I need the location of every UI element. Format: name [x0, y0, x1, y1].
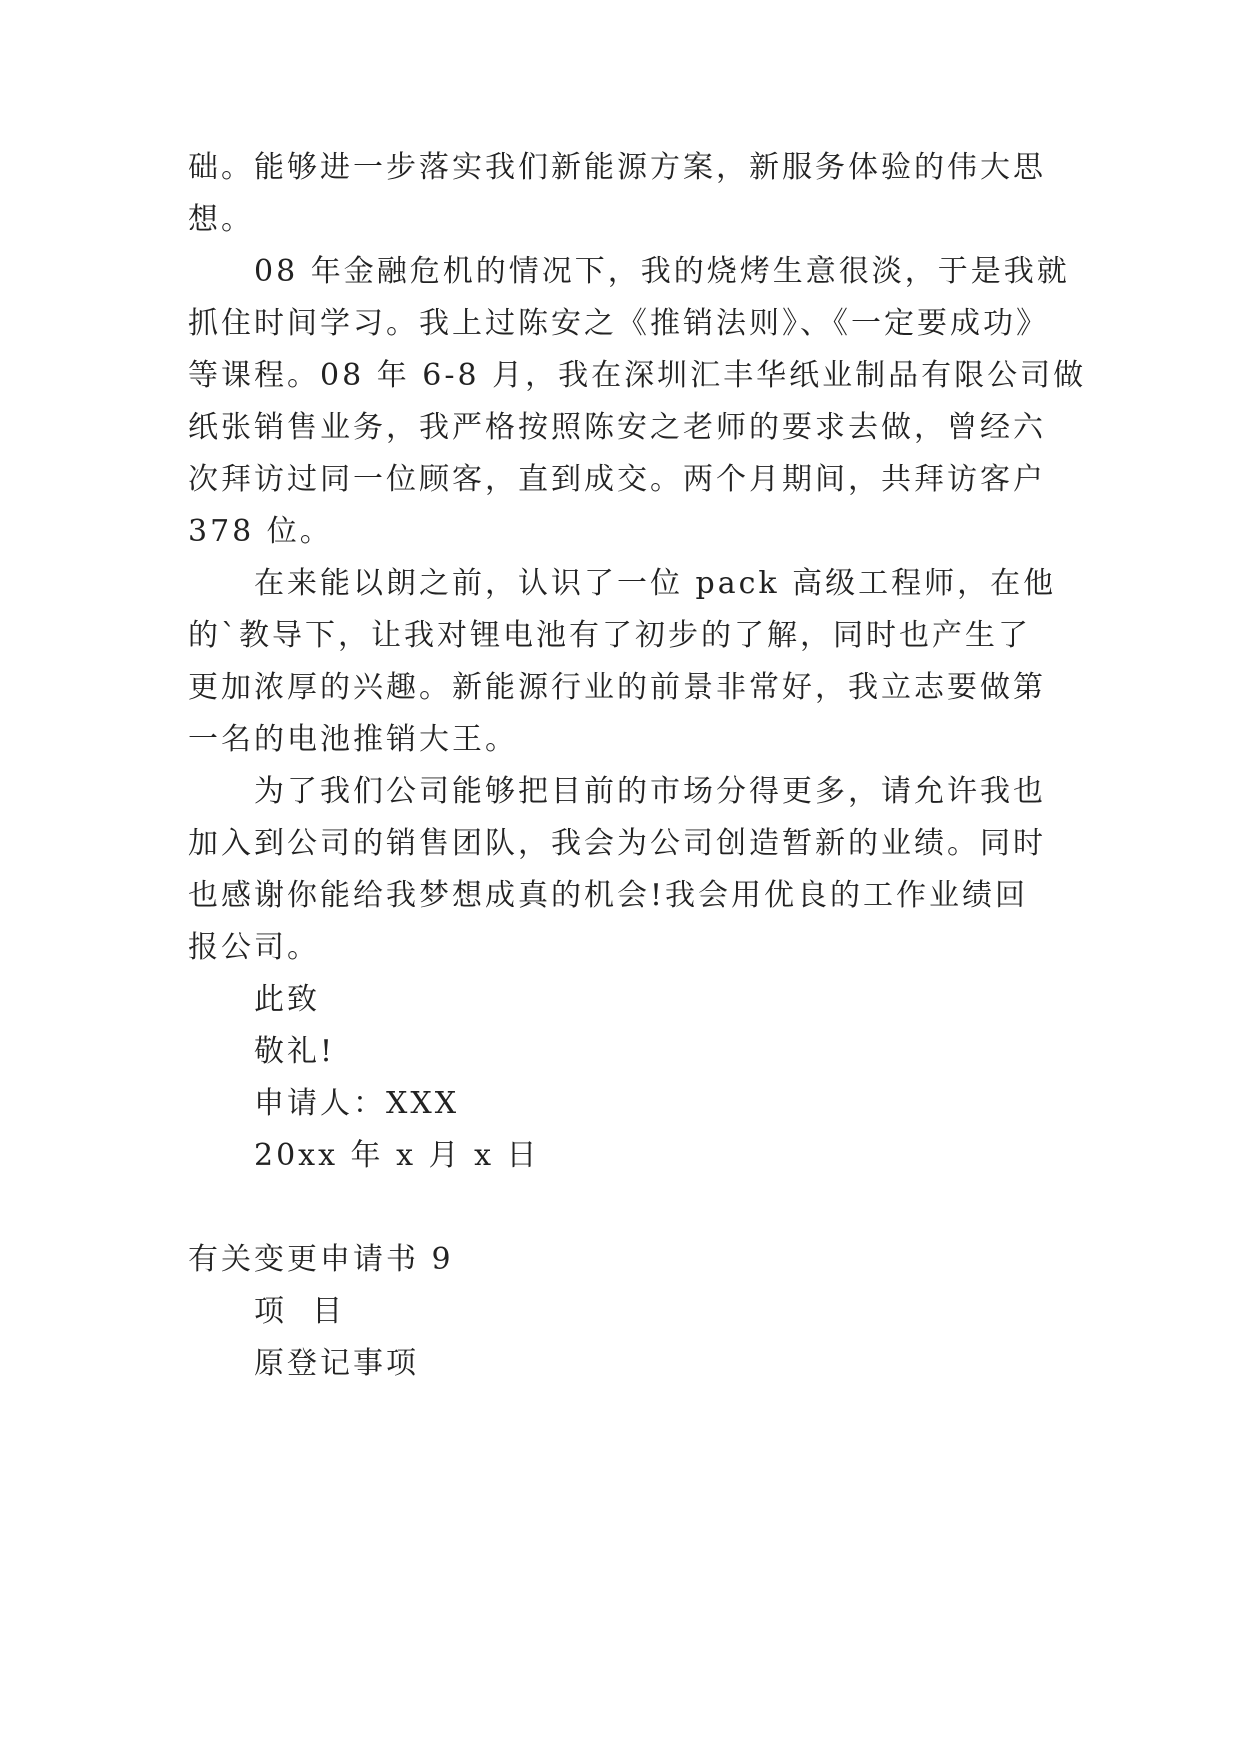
- paragraph-line: 在来能以朗之前，认识了一位 pack 高级工程师，在他: [254, 566, 1057, 601]
- closing-regards: 敬礼!: [254, 1034, 336, 1069]
- paragraph-line: 础。能够进一步落实我们新能源方案，新服务体验的伟大思: [188, 150, 1046, 185]
- paragraph-line: 次拜访过同一位顾客，直到成交。两个月期间，共拜访客户: [188, 462, 1046, 497]
- paragraph-line: 更加浓厚的兴趣。新能源行业的前景非常好，我立志要做第: [188, 670, 1046, 705]
- paragraph-line: 抓住时间学习。我上过陈安之《推销法则》、《一定要成功》: [188, 306, 1049, 341]
- paragraph-line: 想。: [188, 202, 254, 237]
- paragraph-line: 378 位。: [188, 514, 333, 549]
- paragraph-line: 为了我们公司能够把目前的市场分得更多，请允许我也: [254, 774, 1046, 809]
- applicant-signature: 申请人：XXX: [254, 1086, 460, 1121]
- paragraph-line: 也感谢你能给我梦想成真的机会!我会用优良的工作业绩回: [188, 878, 1029, 913]
- paragraph-line: 等课程。08 年 6-8 月，我在深圳汇丰华纸业制品有限公司做: [188, 358, 1087, 393]
- paragraph-line: 纸张销售业务，我严格按照陈安之老师的要求去做，曾经六: [188, 410, 1046, 445]
- paragraph-line: 报公司。: [188, 930, 320, 965]
- paragraph-line: 08 年金融危机的情况下，我的烧烤生意很淡，于是我就: [254, 254, 1070, 289]
- paragraph-line: 一名的电池推销大王。: [188, 722, 518, 757]
- table-label-item: 项 目: [254, 1294, 346, 1329]
- section-title: 有关变更申请书 9: [188, 1242, 454, 1277]
- signature-date: 20xx 年 x 月 x 日: [254, 1138, 540, 1173]
- table-label-original: 原登记事项: [254, 1346, 419, 1381]
- paragraph-line: 的`教导下，让我对锂电池有了初步的了解，同时也产生了: [188, 618, 1031, 653]
- paragraph-line: 加入到公司的销售团队，我会为公司创造暂新的业绩。同时: [188, 826, 1046, 861]
- closing-salutation: 此致: [254, 982, 320, 1017]
